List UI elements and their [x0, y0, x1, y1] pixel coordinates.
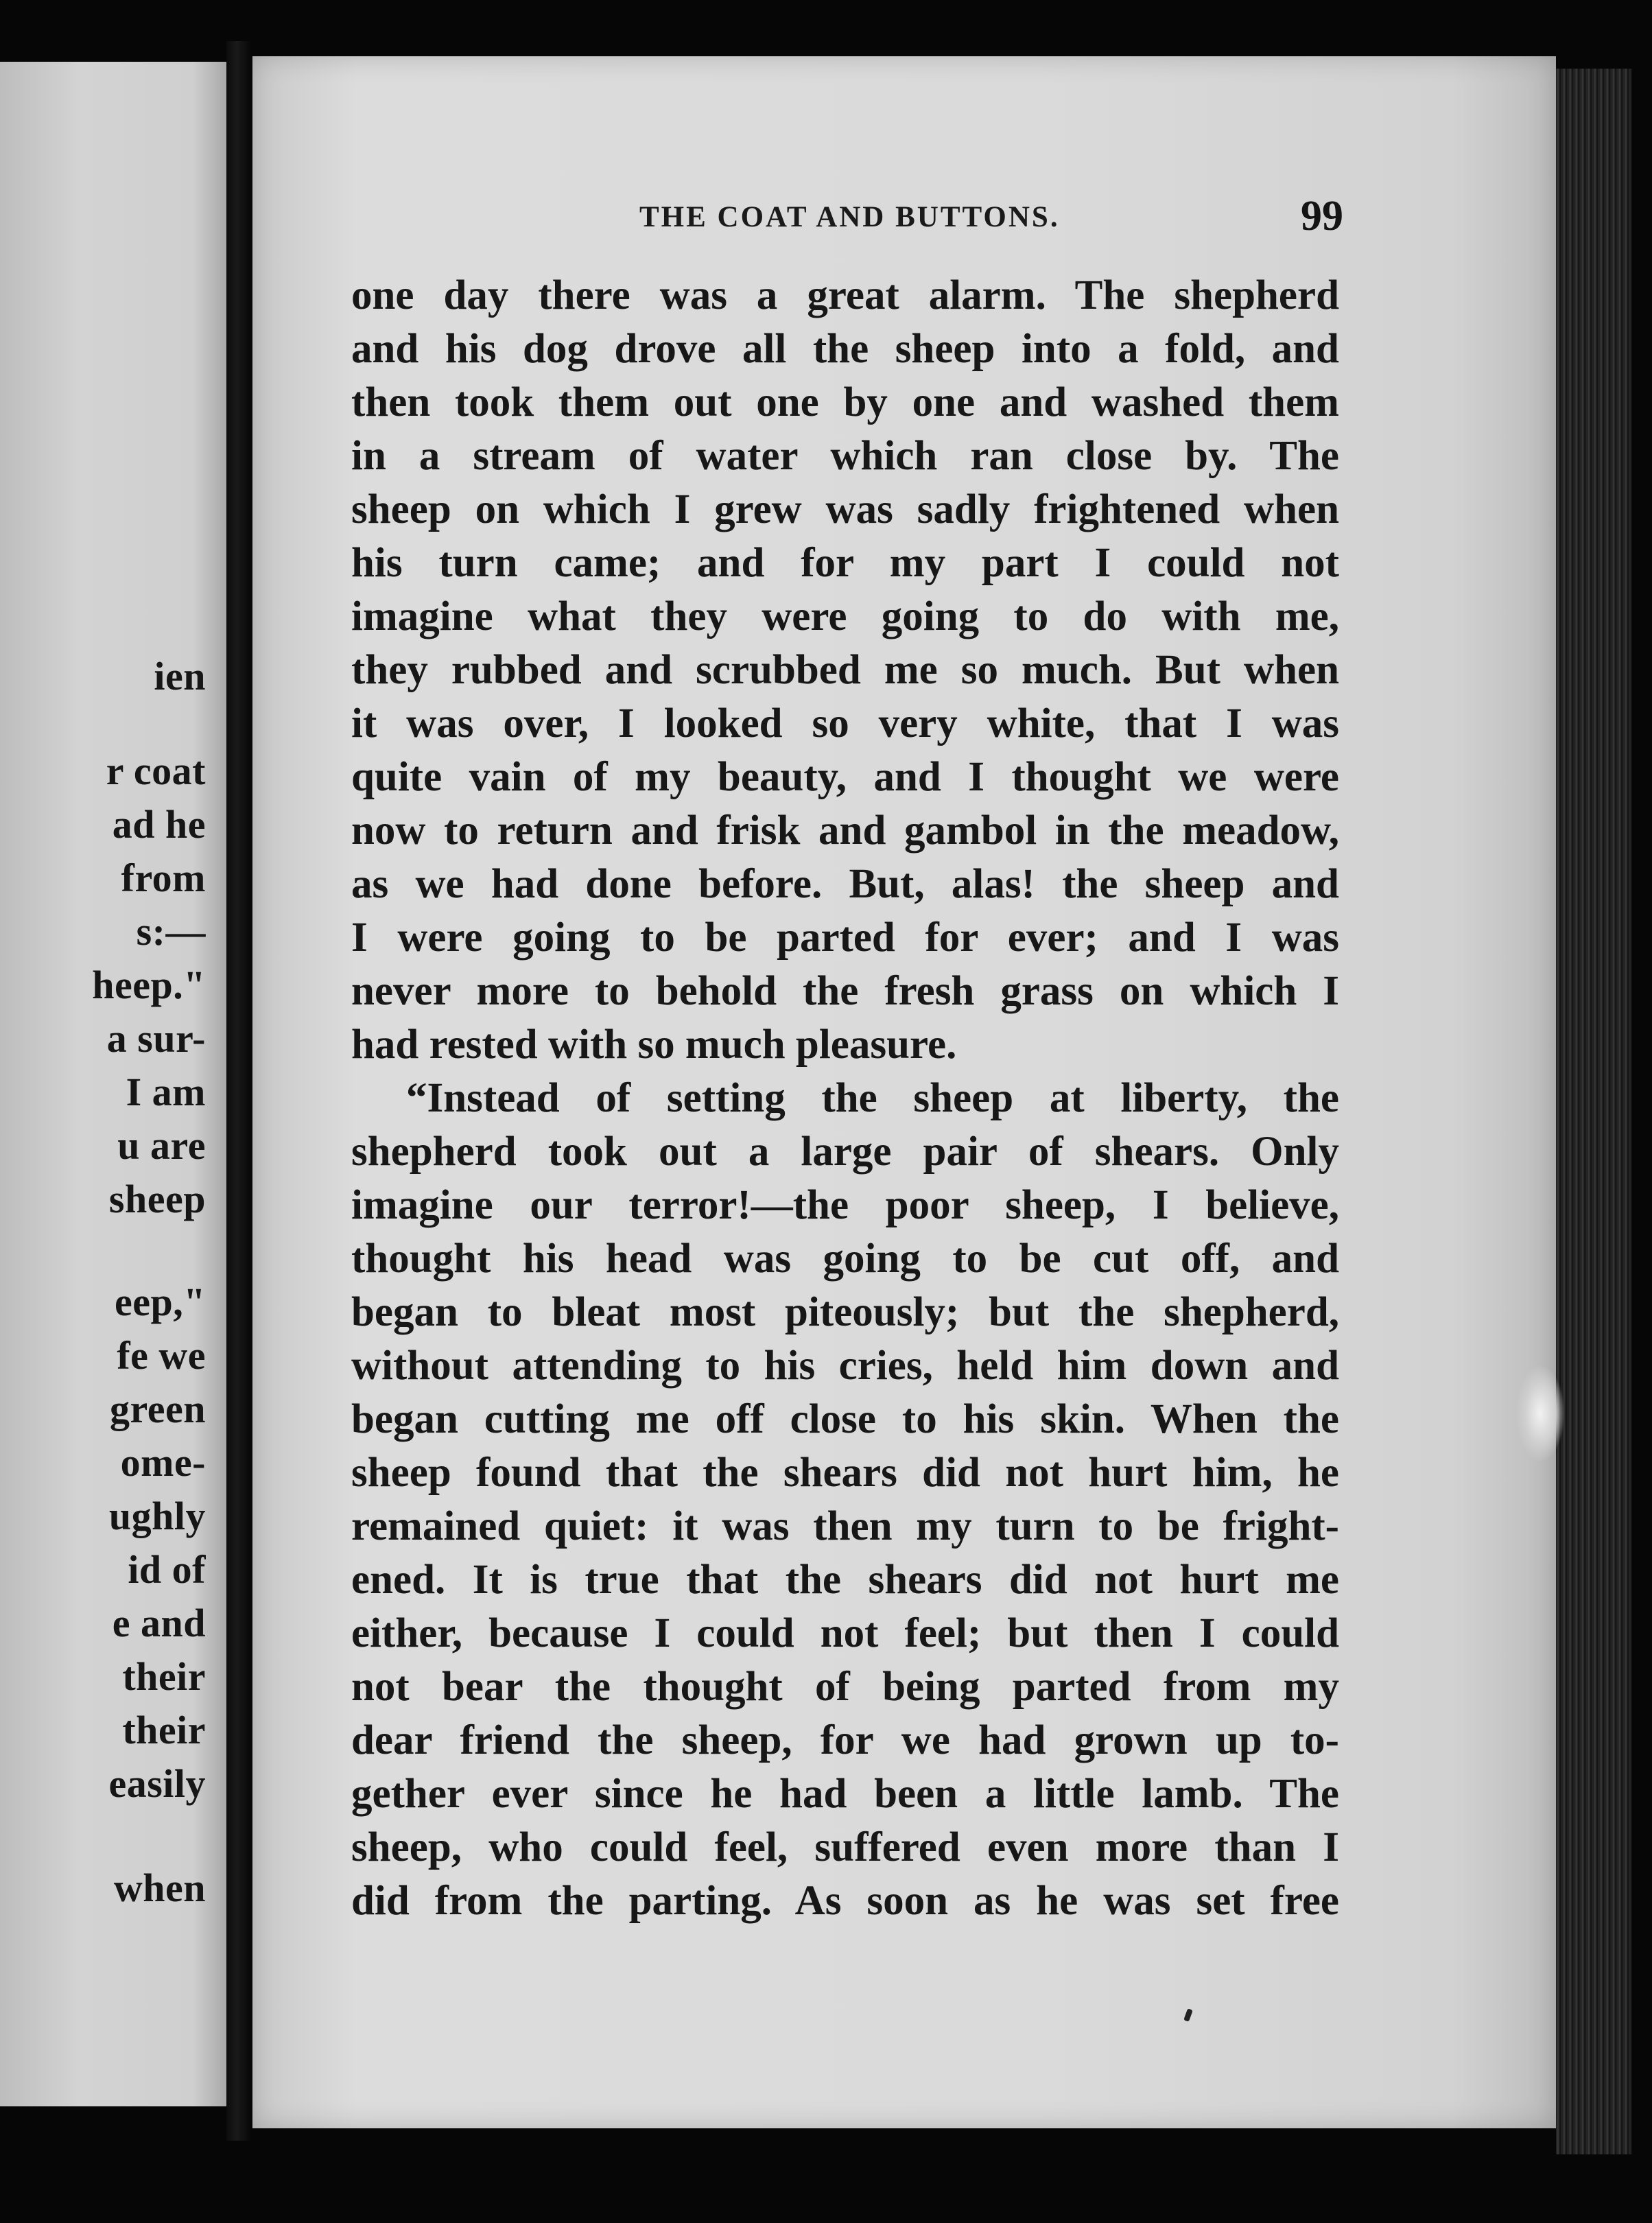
- previous-page-line: their: [122, 1708, 206, 1752]
- text-line: sheep on which I grew was sadly frightened when: [351, 486, 1339, 532]
- previous-page-line: ad he: [112, 802, 206, 847]
- text-line: in a stream of water which ran close by. The: [351, 433, 1339, 479]
- text-line: sheep found that the shears did not hurt him, he: [351, 1450, 1339, 1496]
- text-line: either, because I could not feel; but then I could: [351, 1610, 1339, 1656]
- previous-page-line: ien: [154, 654, 206, 698]
- page-edges: [1556, 69, 1631, 2154]
- previous-page-line: fe we: [117, 1333, 206, 1378]
- previous-page-line: r coat: [106, 749, 206, 793]
- text-line: one day there was a great alarm. The shepherd: [351, 272, 1339, 318]
- text-line: gether ever since he had been a little lamb. The: [351, 1771, 1339, 1817]
- previous-page-line: sheep: [108, 1177, 206, 1221]
- previous-page-line: eep,": [115, 1280, 206, 1324]
- previous-page-line: s:—: [136, 909, 206, 954]
- text-line: began cutting me off close to his skin. When the: [351, 1396, 1339, 1442]
- text-line: his turn came; and for my part I could not: [351, 540, 1339, 586]
- previous-page-line: id of: [128, 1547, 206, 1592]
- text-line: they rubbed and scrubbed me so much. But when: [351, 647, 1339, 693]
- previous-page-line: I am: [126, 1070, 206, 1114]
- running-title: THE COAT AND BUTTONS.: [639, 201, 1060, 233]
- previous-page-line: u are: [117, 1123, 206, 1168]
- text-line: remained quiet: it was then my turn to be fright-: [351, 1503, 1339, 1549]
- text-line: quite vain of my beauty, and I thought we were: [351, 754, 1339, 800]
- paper-damage-speck: [1516, 1365, 1564, 1461]
- text-line: now to return and frisk and gambol in the meadow,: [351, 808, 1339, 854]
- text-line: not bear the thought of being parted from my: [351, 1664, 1339, 1710]
- previous-page: [0, 62, 226, 2106]
- previous-page-line: from: [121, 856, 206, 900]
- previous-page-line: green: [110, 1387, 206, 1431]
- running-head: [349, 192, 1343, 247]
- text-line: then took them out one by one and washed them: [351, 379, 1339, 425]
- text-line: shepherd took out a large pair of shears. Only: [351, 1129, 1339, 1175]
- previous-page-line: e and: [112, 1601, 206, 1645]
- previous-page-line: ome-: [120, 1440, 206, 1485]
- previous-page-line: heep.": [92, 963, 206, 1007]
- page-number: 99: [1301, 193, 1343, 239]
- previous-page-line: easily: [108, 1761, 206, 1806]
- text-line: imagine our terror!—the poor sheep, I believe,: [351, 1182, 1339, 1228]
- text-line: never more to behold the fresh grass on which I: [351, 968, 1339, 1014]
- text-line: without attending to his cries, held him down and: [351, 1343, 1339, 1389]
- text-line: dear friend the sheep, for we had grown up to-: [351, 1717, 1339, 1763]
- text-line: thought his head was going to be cut off, and: [351, 1236, 1339, 1282]
- text-line: I were going to be parted for ever; and I was: [351, 915, 1339, 961]
- text-line: had rested with so much pleasure.: [351, 1022, 957, 1068]
- text-line: it was over, I looked so very white, that I was: [351, 701, 1339, 746]
- text-line: “Instead of setting the sheep at liberty, the: [406, 1075, 1339, 1121]
- text-line: did from the parting. As soon as he was set free: [351, 1878, 1339, 1924]
- previous-page-line: their: [122, 1654, 206, 1699]
- text-line: and his dog drove all the sheep into a fold, and: [351, 326, 1339, 372]
- book-gutter: [226, 41, 252, 2141]
- text-line: ened. It is true that the shears did not hurt me: [351, 1557, 1339, 1603]
- text-line: as we had done before. But, alas! the sheep and: [351, 861, 1339, 907]
- previous-page-line: when: [113, 1866, 206, 1910]
- text-line: began to bleat most piteously; but the shepherd,: [351, 1289, 1339, 1335]
- text-line: imagine what they were going to do with me,: [351, 593, 1339, 639]
- previous-page-line: a sur-: [106, 1016, 206, 1061]
- text-line: sheep, who could feel, suffered even more than I: [351, 1824, 1339, 1870]
- previous-page-line: ughly: [108, 1494, 206, 1538]
- previous-page-text: [0, 62, 226, 2106]
